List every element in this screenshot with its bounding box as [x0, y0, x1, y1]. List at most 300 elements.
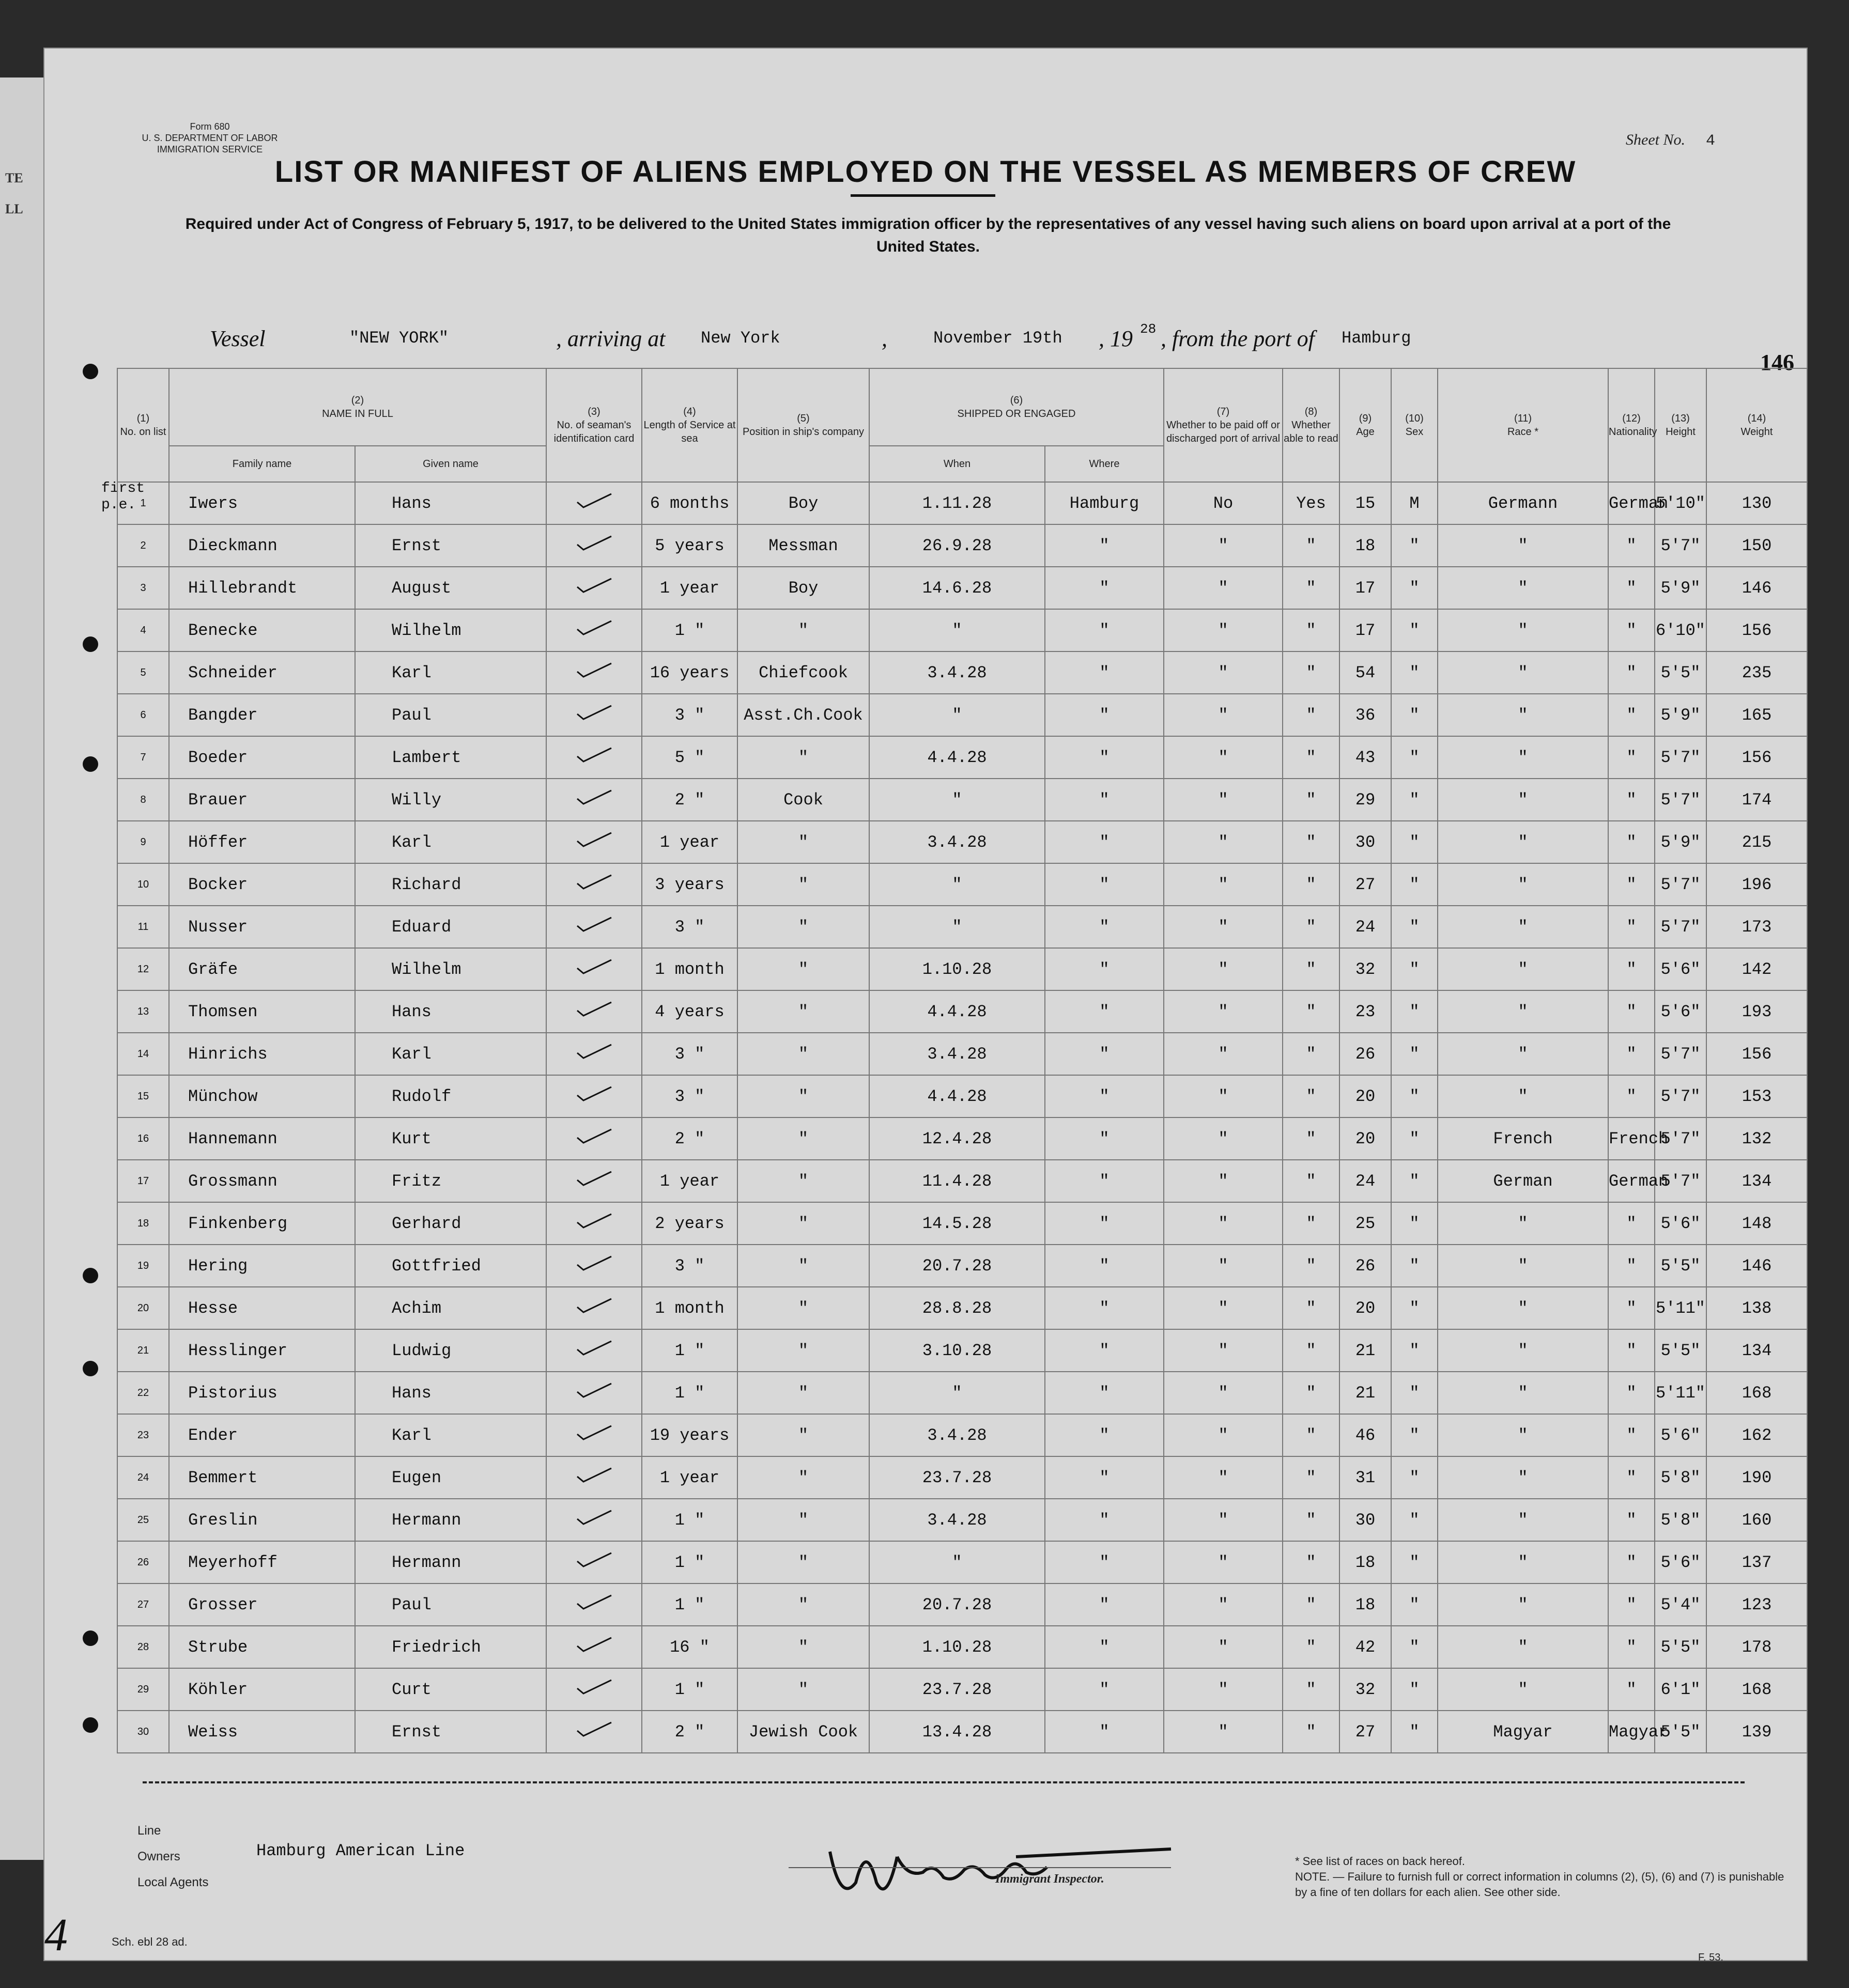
form-code: F. 53.	[1698, 1952, 1723, 1963]
cell-when: "	[869, 779, 1045, 821]
cell-nat: "	[1608, 736, 1655, 779]
cell-weight: 162	[1706, 1414, 1807, 1456]
cell-sex: "	[1391, 1456, 1438, 1499]
end-of-list-rule	[143, 1781, 1745, 1783]
table-row	[117, 1414, 1807, 1456]
table-row	[117, 1626, 1807, 1668]
id-card-checkmark	[546, 1668, 642, 1711]
cell-nat: "	[1608, 948, 1655, 990]
cell-where: "	[1045, 609, 1164, 651]
corner-code: Sch. ebl 28 ad.	[112, 1935, 188, 1948]
cell-race: "	[1438, 1626, 1608, 1668]
from-port-label: , from the port of	[1161, 326, 1315, 351]
cell-nat: "	[1608, 1626, 1655, 1668]
cell-family: Thomsen	[169, 990, 355, 1033]
table-row	[117, 736, 1807, 779]
id-card-checkmark	[546, 1541, 642, 1583]
cell-given: Willy	[355, 779, 546, 821]
cell-position: "	[737, 863, 869, 906]
cell-given: Gottfried	[355, 1245, 546, 1287]
cell-nat: "	[1608, 821, 1655, 863]
cell-family: Brauer	[169, 779, 355, 821]
cell-service: 1 "	[642, 1668, 737, 1711]
cell-read: "	[1283, 1075, 1339, 1117]
cell-age: 30	[1339, 821, 1391, 863]
cell-age: 21	[1339, 1329, 1391, 1372]
cell-age: 15	[1339, 482, 1391, 524]
cell-weight: 190	[1706, 1456, 1807, 1499]
table-row	[117, 1583, 1807, 1626]
cell-age: 27	[1339, 1711, 1391, 1753]
form-identifier	[117, 121, 303, 155]
cell-where: "	[1045, 694, 1164, 736]
table-row	[117, 863, 1807, 906]
col-header-position: (5) Position in ship's company	[737, 368, 869, 482]
department: U. S. DEPARTMENT OF LABOR	[142, 133, 278, 143]
cell-family: Hannemann	[169, 1117, 355, 1160]
cell-no: 4	[117, 609, 169, 651]
owners-value: Hamburg American Line	[256, 1841, 465, 1860]
cell-age: 26	[1339, 1033, 1391, 1075]
crew-table	[117, 368, 1808, 1753]
cell-position: Messman	[737, 524, 869, 567]
cell-height: 5'9"	[1655, 694, 1706, 736]
cell-service: 1 month	[642, 948, 737, 990]
cell-age: 30	[1339, 1499, 1391, 1541]
cell-paid: "	[1164, 651, 1283, 694]
cell-position: "	[737, 736, 869, 779]
cell-no: 24	[117, 1456, 169, 1499]
cell-no: 17	[117, 1160, 169, 1202]
cell-family: Dieckmann	[169, 524, 355, 567]
cell-age: 18	[1339, 1541, 1391, 1583]
cell-nat: "	[1608, 1245, 1655, 1287]
cell-given: Lambert	[355, 736, 546, 779]
cell-when: 20.7.28	[869, 1245, 1045, 1287]
form-number: Form 680	[190, 121, 230, 132]
cell-nat: "	[1608, 906, 1655, 948]
cell-race: "	[1438, 1456, 1608, 1499]
cell-no: 9	[117, 821, 169, 863]
cell-nat: "	[1608, 1583, 1655, 1626]
cell-height: 5'6"	[1655, 948, 1706, 990]
cell-read: "	[1283, 651, 1339, 694]
cell-given: Eduard	[355, 906, 546, 948]
cell-service: 6 months	[642, 482, 737, 524]
cell-paid: "	[1164, 1245, 1283, 1287]
cell-paid: "	[1164, 863, 1283, 906]
table-row	[117, 1499, 1807, 1541]
cell-sex: "	[1391, 1075, 1438, 1117]
cell-service: 2 years	[642, 1202, 737, 1245]
cell-sex: "	[1391, 779, 1438, 821]
cell-read: "	[1283, 990, 1339, 1033]
cell-height: 6'10"	[1655, 609, 1706, 651]
cell-service: 5 years	[642, 524, 737, 567]
cell-height: 5'7"	[1655, 779, 1706, 821]
table-row	[117, 651, 1807, 694]
cell-paid: "	[1164, 1583, 1283, 1626]
cell-sex: "	[1391, 1033, 1438, 1075]
cell-no: 25	[117, 1499, 169, 1541]
cell-family: Ender	[169, 1414, 355, 1456]
id-card-checkmark	[546, 1160, 642, 1202]
cell-position: "	[737, 1117, 869, 1160]
cell-paid: "	[1164, 948, 1283, 990]
cell-position: "	[737, 1372, 869, 1414]
cell-when: 12.4.28	[869, 1117, 1045, 1160]
cell-given: Ernst	[355, 524, 546, 567]
cell-when: "	[869, 609, 1045, 651]
cell-where: "	[1045, 1160, 1164, 1202]
cell-height: 5'7"	[1655, 1160, 1706, 1202]
adjacent-page-stub: TE LL	[0, 77, 43, 1860]
cell-where: "	[1045, 821, 1164, 863]
cell-where: "	[1045, 1117, 1164, 1160]
cell-where: "	[1045, 1499, 1164, 1541]
table-row	[117, 1117, 1807, 1160]
table-row	[117, 567, 1807, 609]
cell-when: 3.4.28	[869, 821, 1045, 863]
cell-service: 2 "	[642, 1711, 737, 1753]
footer-notes	[1295, 1854, 1786, 1900]
cell-weight: 134	[1706, 1329, 1807, 1372]
cell-sex: "	[1391, 821, 1438, 863]
cell-service: 2 "	[642, 779, 737, 821]
cell-where: "	[1045, 1711, 1164, 1753]
cell-family: Greslin	[169, 1499, 355, 1541]
cell-service: 5 "	[642, 736, 737, 779]
cell-paid: "	[1164, 1329, 1283, 1372]
cell-paid: "	[1164, 906, 1283, 948]
cell-position: "	[737, 1033, 869, 1075]
cell-given: Wilhelm	[355, 609, 546, 651]
cell-sex: "	[1391, 1541, 1438, 1583]
cell-no: 19	[117, 1245, 169, 1287]
cell-paid: "	[1164, 1626, 1283, 1668]
cell-no: 5	[117, 651, 169, 694]
cell-given: Fritz	[355, 1160, 546, 1202]
cell-given: Paul	[355, 694, 546, 736]
arrival-date: November 19th	[933, 329, 1062, 348]
cell-nat: "	[1608, 1499, 1655, 1541]
cell-height: 5'4"	[1655, 1583, 1706, 1626]
punch-hole	[83, 1630, 98, 1646]
table-row	[117, 1668, 1807, 1711]
cell-height: 5'7"	[1655, 1117, 1706, 1160]
id-card-checkmark	[546, 482, 642, 524]
cell-service: 16 years	[642, 651, 737, 694]
cell-race: "	[1438, 863, 1608, 906]
cell-service: 1 year	[642, 1456, 737, 1499]
service: IMMIGRATION SERVICE	[157, 144, 263, 154]
cell-sex: "	[1391, 567, 1438, 609]
sheet-number-value: 4	[1705, 132, 1715, 150]
cell-where: "	[1045, 1668, 1164, 1711]
cell-nat: "	[1608, 1033, 1655, 1075]
id-card-checkmark	[546, 948, 642, 990]
id-card-checkmark	[546, 863, 642, 906]
cell-when: 20.7.28	[869, 1583, 1045, 1626]
cell-weight: 168	[1706, 1372, 1807, 1414]
cell-race: "	[1438, 1668, 1608, 1711]
cell-service: 1 "	[642, 609, 737, 651]
cell-no: 29	[117, 1668, 169, 1711]
cell-nat: "	[1608, 1287, 1655, 1329]
id-card-checkmark	[546, 524, 642, 567]
cell-read: "	[1283, 1626, 1339, 1668]
cell-race: French	[1438, 1117, 1608, 1160]
cell-given: Richard	[355, 863, 546, 906]
page-title: LIST OR MANIFEST OF ALIENS EMPLOYED ON THE VESSEL AS MEMBERS OF CREW	[274, 155, 1577, 189]
table-row	[117, 779, 1807, 821]
id-card-checkmark	[546, 906, 642, 948]
cell-nat: French	[1608, 1117, 1655, 1160]
vessel-label: Vessel	[210, 326, 266, 351]
sheet-number: Sheet No. 4	[1626, 131, 1715, 150]
cell-position: "	[737, 1499, 869, 1541]
cell-age: 17	[1339, 567, 1391, 609]
cell-service: 3 "	[642, 694, 737, 736]
cell-height: 5'8"	[1655, 1456, 1706, 1499]
col-header-service: (4) Length of Service at sea	[642, 368, 737, 482]
cell-family: Boeder	[169, 736, 355, 779]
cell-where: "	[1045, 948, 1164, 990]
cell-family: Münchow	[169, 1075, 355, 1117]
cell-position: "	[737, 1541, 869, 1583]
cell-race: "	[1438, 567, 1608, 609]
cell-sex: "	[1391, 1245, 1438, 1287]
cell-weight: 215	[1706, 821, 1807, 863]
table-row	[117, 1075, 1807, 1117]
cell-sex: "	[1391, 1329, 1438, 1372]
cell-height: 5'7"	[1655, 906, 1706, 948]
cell-height: 5'7"	[1655, 863, 1706, 906]
cell-when: 1.10.28	[869, 948, 1045, 990]
cell-weight: 165	[1706, 694, 1807, 736]
cell-weight: 168	[1706, 1668, 1807, 1711]
cell-sex: "	[1391, 694, 1438, 736]
id-card-checkmark	[546, 1075, 642, 1117]
cell-age: 26	[1339, 1245, 1391, 1287]
cell-weight: 142	[1706, 948, 1807, 990]
table-row	[117, 609, 1807, 651]
cell-where: Hamburg	[1045, 482, 1164, 524]
cell-nat: "	[1608, 1414, 1655, 1456]
cell-nat: "	[1608, 1202, 1655, 1245]
cell-age: 18	[1339, 524, 1391, 567]
cell-position: Asst.Ch.Cook	[737, 694, 869, 736]
cell-height: 5'7"	[1655, 524, 1706, 567]
cell-weight: 137	[1706, 1541, 1807, 1583]
cell-nat: German	[1608, 1160, 1655, 1202]
cell-read: "	[1283, 524, 1339, 567]
cell-sex: "	[1391, 1711, 1438, 1753]
cell-where: "	[1045, 1033, 1164, 1075]
cell-no: 28	[117, 1626, 169, 1668]
table-row	[117, 1541, 1807, 1583]
cell-given: Karl	[355, 651, 546, 694]
id-card-checkmark	[546, 990, 642, 1033]
cell-position: "	[737, 609, 869, 651]
cell-family: Hering	[169, 1245, 355, 1287]
cell-read: "	[1283, 906, 1339, 948]
cell-service: 1 year	[642, 567, 737, 609]
cell-sex: "	[1391, 1202, 1438, 1245]
punch-hole	[83, 636, 98, 652]
cell-race: "	[1438, 906, 1608, 948]
cell-given: Friedrich	[355, 1626, 546, 1668]
cell-service: 3 "	[642, 1033, 737, 1075]
cell-race: "	[1438, 524, 1608, 567]
arriving-label: , arriving at	[556, 326, 666, 351]
cell-where: "	[1045, 1287, 1164, 1329]
cell-family: Grossmann	[169, 1160, 355, 1202]
table-row	[117, 1245, 1807, 1287]
cell-given: Hans	[355, 482, 546, 524]
cell-read: "	[1283, 1329, 1339, 1372]
cell-paid: "	[1164, 1372, 1283, 1414]
id-card-checkmark	[546, 1287, 642, 1329]
cell-family: Hesslinger	[169, 1329, 355, 1372]
cell-no: 22	[117, 1372, 169, 1414]
fine-note: NOTE. — Failure to furnish full or correct information in columns (2), (5), (6) and (7) is punishable by a fine of ten dollars for each alien. See other side.	[1295, 1870, 1784, 1899]
punch-hole	[83, 1268, 98, 1283]
cell-weight: 173	[1706, 906, 1807, 948]
cell-no: 7	[117, 736, 169, 779]
cell-read: Yes	[1283, 482, 1339, 524]
cell-service: 1 "	[642, 1499, 737, 1541]
cell-where: "	[1045, 567, 1164, 609]
id-card-checkmark	[546, 1033, 642, 1075]
page-number: 146	[1760, 350, 1794, 375]
cell-when: 4.4.28	[869, 1075, 1045, 1117]
cell-when: 3.4.28	[869, 1033, 1045, 1075]
cell-height: 5'5"	[1655, 1626, 1706, 1668]
cell-age: 21	[1339, 1372, 1391, 1414]
cell-race: "	[1438, 1372, 1608, 1414]
cell-when: 13.4.28	[869, 1711, 1045, 1753]
cell-position: Cook	[737, 779, 869, 821]
col-header-weight: (14) Weight	[1706, 368, 1807, 482]
cell-race: Germann	[1438, 482, 1608, 524]
cell-weight: 130	[1706, 482, 1807, 524]
cell-given: Hans	[355, 990, 546, 1033]
table-row	[117, 1372, 1807, 1414]
cell-sex: "	[1391, 1287, 1438, 1329]
col-header-read: (8) Whether able to read	[1283, 368, 1339, 482]
cell-where: "	[1045, 651, 1164, 694]
cell-race: "	[1438, 1329, 1608, 1372]
cell-race: "	[1438, 821, 1608, 863]
cell-read: "	[1283, 863, 1339, 906]
cell-age: 32	[1339, 948, 1391, 990]
cell-position: "	[737, 1456, 869, 1499]
cell-race: "	[1438, 694, 1608, 736]
id-card-checkmark	[546, 1245, 642, 1287]
cell-sex: "	[1391, 863, 1438, 906]
cell-sex: "	[1391, 651, 1438, 694]
cell-weight: 146	[1706, 567, 1807, 609]
cell-no: 8	[117, 779, 169, 821]
cell-read: "	[1283, 1287, 1339, 1329]
cell-nat: "	[1608, 863, 1655, 906]
table-row	[117, 482, 1807, 524]
cell-where: "	[1045, 863, 1164, 906]
cell-sex: "	[1391, 948, 1438, 990]
cell-paid: No	[1164, 482, 1283, 524]
cell-given: Curt	[355, 1668, 546, 1711]
cell-given: Paul	[355, 1583, 546, 1626]
cell-age: 20	[1339, 1287, 1391, 1329]
cell-nat: "	[1608, 990, 1655, 1033]
cell-given: August	[355, 567, 546, 609]
cell-paid: "	[1164, 1711, 1283, 1753]
cell-height: 5'6"	[1655, 1414, 1706, 1456]
cell-when: "	[869, 694, 1045, 736]
cell-family: Meyerhoff	[169, 1541, 355, 1583]
cell-position: "	[737, 821, 869, 863]
cell-where: "	[1045, 736, 1164, 779]
cell-race: "	[1438, 1414, 1608, 1456]
cell-paid: "	[1164, 1414, 1283, 1456]
cell-when: "	[869, 863, 1045, 906]
cell-position: Jewish Cook	[737, 1711, 869, 1753]
cell-when: 23.7.28	[869, 1668, 1045, 1711]
cell-position: "	[737, 906, 869, 948]
col-header-sex: (10) Sex	[1391, 368, 1438, 482]
cell-position: "	[737, 1287, 869, 1329]
punch-hole	[83, 364, 98, 379]
cell-given: Kurt	[355, 1117, 546, 1160]
cell-position: "	[737, 1329, 869, 1372]
cell-where: "	[1045, 1245, 1164, 1287]
cell-nat: "	[1608, 1541, 1655, 1583]
manifest-sheet	[43, 48, 1808, 1961]
table-row	[117, 694, 1807, 736]
cell-when: 11.4.28	[869, 1160, 1045, 1202]
line-label: Line	[137, 1824, 161, 1838]
cell-service: 1 "	[642, 1541, 737, 1583]
cell-family: Bemmert	[169, 1456, 355, 1499]
cell-no: 12	[117, 948, 169, 990]
cell-position: "	[737, 1668, 869, 1711]
col-header-where: Where	[1045, 446, 1164, 482]
cell-read: "	[1283, 694, 1339, 736]
cell-nat: "	[1608, 651, 1655, 694]
cell-where: "	[1045, 906, 1164, 948]
cell-read: "	[1283, 1541, 1339, 1583]
cell-read: "	[1283, 1202, 1339, 1245]
id-card-checkmark	[546, 1456, 642, 1499]
cell-when: "	[869, 1372, 1045, 1414]
cell-no: 10	[117, 863, 169, 906]
cell-read: "	[1283, 609, 1339, 651]
cell-family: Höffer	[169, 821, 355, 863]
cell-age: 23	[1339, 990, 1391, 1033]
cell-service: 1 year	[642, 1160, 737, 1202]
cell-service: 3 "	[642, 1245, 737, 1287]
cell-service: 1 "	[642, 1329, 737, 1372]
table-row	[117, 1160, 1807, 1202]
cell-race: "	[1438, 1033, 1608, 1075]
cell-weight: 196	[1706, 863, 1807, 906]
cell-given: Hermann	[355, 1541, 546, 1583]
vessel-line: Vessel "NEW YORK" , arriving at New York , November 19th , 19 28 , from the port of Hamburg	[210, 321, 1411, 351]
cell-family: Iwers	[169, 482, 355, 524]
cell-no: 13	[117, 990, 169, 1033]
cell-where: "	[1045, 1583, 1164, 1626]
